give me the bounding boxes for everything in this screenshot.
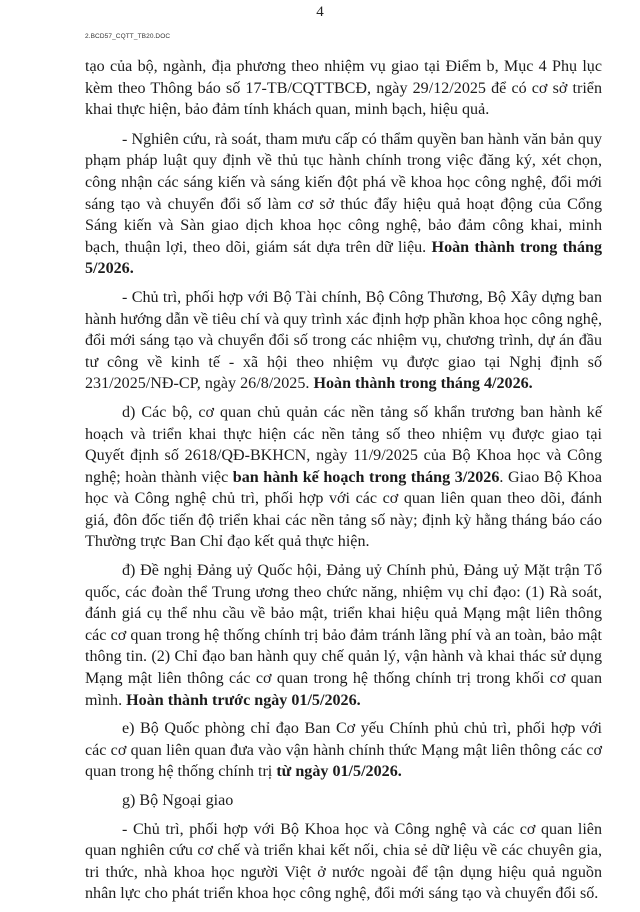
paragraph-text: - Chủ trì, phối hợp với Bộ Khoa học và Công nghệ và các cơ quan liên quan nghiên cứu cơ chế và triển khai kết nối, chia sẻ dữ liệu về các chuyên gia, tri thức, nhà khoa học người Việt ở nước ngoài để tận dụng hiệu quả nguồn nhân lực cho phát triển khoa học công nghệ, đổi mới sáng tạo và chuyển đổi số. bbox=[85, 820, 602, 903]
page-number: 4 bbox=[316, 4, 324, 20]
deadline-text: Hoàn thành trong tháng 5/2026. bbox=[85, 238, 602, 278]
deadline-text: từ ngày 01/5/2026. bbox=[276, 763, 402, 781]
paragraph-dd-party-committees bbox=[85, 560, 602, 711]
paragraph-guidance-criteria bbox=[85, 287, 602, 395]
paragraph-d-digital-platforms bbox=[85, 402, 602, 553]
deadline-text: Hoàn thành trước ngày 01/5/2026. bbox=[126, 691, 361, 709]
paragraph-research-regulations bbox=[85, 129, 602, 280]
paragraph-text: . Giao Bộ Khoa học và Công nghệ chủ trì, phối hợp với các cơ quan liên quan theo dõi, đánh giá, đôn đốc tiến độ triển khai các nền tảng số này; định kỳ hằng tháng báo cáo Thường trực Ban Chỉ đạo kết quả thực hiện. bbox=[85, 468, 602, 551]
paragraph-text: e) Bộ Quốc phòng chỉ đạo Ban Cơ yếu Chính phủ chủ trì, phối hợp với các cơ quan liên quan đưa vào vận hành chính thức Mạng mật liên thông các cơ quan trong hệ thống chính trị bbox=[85, 720, 602, 781]
document-code: 2.BCD57_CQTT_TB20.DOC bbox=[85, 33, 171, 40]
paragraph-e-defense-ministry bbox=[85, 718, 602, 783]
document-body bbox=[85, 56, 602, 912]
paragraph-g-foreign-affairs-heading bbox=[85, 790, 602, 812]
deadline-text: ban hành kế hoạch trong tháng 3/2026 bbox=[232, 468, 500, 486]
paragraph-text: d) Các bộ, cơ quan chủ quản các nền tảng số khẩn trương ban hành kế hoạch và triển khai thực hiện các nền tảng số theo nhiệm vụ được giao tại Quyết định số 2618/QĐ-BKHCN, ngày 11/9/2025 của Bộ Khoa học và Công nghệ; hoàn thành việc bbox=[85, 403, 602, 486]
paragraph-text: g) Bộ Ngoại giao bbox=[122, 792, 234, 809]
paragraph-continuation bbox=[85, 56, 602, 121]
deadline-text: Hoàn thành trong tháng 4/2026. bbox=[313, 375, 533, 393]
paragraph-text: - Nghiên cứu, rà soát, tham mưu cấp có thẩm quyền ban hành văn bản quy phạm pháp luật quy định về thủ tục hành chính trong việc đăng ký, xét chọn, công nhận các sáng kiến và sáng kiến đột phá về khoa học công nghệ, đổi mới sáng tạo và chuyển đổi số làm cơ sở thúc đẩy hiệu quả hoạt động của Cổng Sáng kiến và Sàn giao dịch khoa học công nghệ, bảo đảm công khai, minh bạch, thuận lợi, theo dõi, giám sát dựa trên dữ liệu. bbox=[85, 130, 602, 256]
paragraph-text: đ) Đề nghị Đảng uỷ Quốc hội, Đảng uỷ Chính phủ, Đảng uỷ Mặt trận Tổ quốc, các đoàn thể Trung ương theo chức năng, nhiệm vụ chỉ đạo: (1) Rà soát, đánh giá cụ thể nhu cầu về bảo mật, triển khai hiệu quả Mạng mật liên thông các cơ quan trong hệ thống chính trị bảo đảm tránh lãng phí và an toàn, bảo mật thông tin. (2) Chỉ đạo ban hành quy chế quản lý, vận hành và khai thác sử dụng Mạng mật liên thông các cơ quan trong hệ thống chính trị trong khối cơ quan mình. bbox=[85, 562, 602, 709]
paragraph-foreign-affairs-task bbox=[85, 819, 602, 905]
paragraph-text: - Chủ trì, phối hợp với Bộ Tài chính, Bộ Công Thương, Bộ Xây dựng ban hành hướng dẫn về tiêu chí và quy trình xác định hợp phần khoa học công nghệ, đổi mới sáng tạo và chuyển đổi số trong các nhiệm vụ, chương trình, dự án đầu tư công về kinh tế - xã hội theo nhiệm vụ được giao tại Nghị định số 231/2025/NĐ-CP, ngày 26/8/2025. bbox=[85, 288, 602, 393]
paragraph-text: tạo của bộ, ngành, địa phương theo nhiệm vụ giao tại Điểm b, Mục 4 Phụ lục kèm theo Thông báo số 17-TB/CQTTBCĐ, ngày 29/12/2025 để có cơ sở triển khai thực hiện, bảo đảm tính khách quan, minh bạch, hiệu quả. bbox=[85, 58, 602, 119]
